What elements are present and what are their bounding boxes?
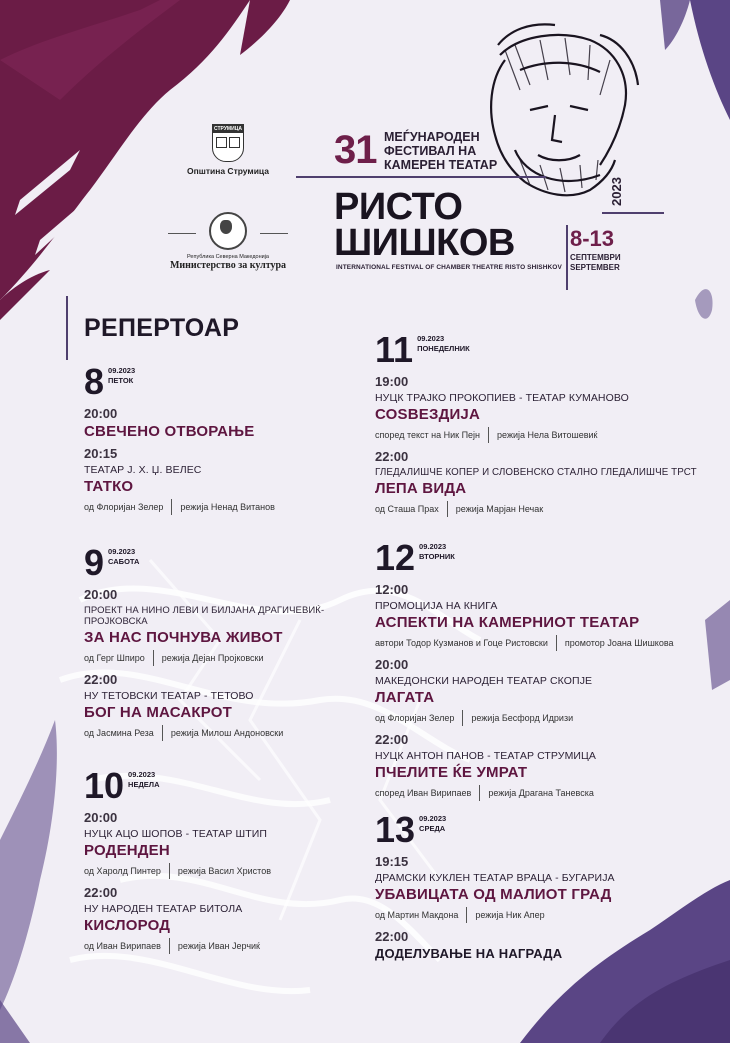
day-date: 09.2023: [108, 366, 136, 375]
festival-english-name: INTERNATIONAL FESTIVAL OF CHAMBER THEATRE RISTO SHISHKOV: [336, 264, 562, 271]
event-title: КИСЛОРОД: [84, 917, 171, 934]
day-weekday: ПОНЕДЕЛНИК: [417, 344, 470, 353]
event: [375, 374, 715, 443]
event-company: ПРОМОЦИЈА НА КНИГА: [375, 600, 498, 612]
day-number: 9: [84, 542, 105, 583]
event-time: 22:00: [375, 449, 409, 464]
event-author: од Јасмина Реза: [84, 728, 154, 738]
event: [84, 587, 374, 666]
day-date: 09.2023: [128, 770, 156, 779]
dates-divider: [566, 225, 568, 290]
event: [84, 406, 364, 440]
edition-number: 31: [334, 128, 377, 172]
event-director: режија Ненад Витанов: [180, 502, 275, 512]
event-title: ЛАГАТА: [375, 689, 435, 706]
repertoire-divider: [66, 296, 68, 360]
day-weekday: НЕДЕЛА: [128, 780, 160, 789]
event-director: режија Васил Христов: [177, 866, 271, 876]
event-author: автори Тодор Кузманов и Гоце Ристовски: [375, 638, 548, 648]
event: [84, 810, 364, 879]
event-title: ЛЕПА ВИДА: [375, 480, 467, 497]
republic-label: Република Северна Македонија: [187, 254, 269, 260]
event-company: НУ ТЕТОВСКИ ТЕАТАР - ТЕТОВО: [84, 690, 254, 702]
event-company: НУ НАРОДЕН ТЕАТАР БИТОЛА: [84, 903, 243, 915]
day-date: 09.2023: [419, 542, 447, 551]
strumica-crest-icon: [212, 124, 244, 162]
event: [84, 672, 374, 741]
event-title: РОДЕНДЕН: [84, 842, 170, 859]
event: [375, 854, 715, 923]
event-time: 22:00: [84, 672, 118, 687]
day-weekday: ВТОРНИК: [419, 552, 455, 561]
event-author: од Флоријан Зелер: [84, 502, 164, 512]
ministry-logo: [168, 212, 288, 271]
festival-month: [570, 253, 621, 273]
event-director: режија Иван Јерчиќ: [177, 941, 260, 951]
event-time: 19:15: [375, 854, 409, 869]
event: [84, 885, 364, 954]
event-company: МАКЕДОНСКИ НАРОДЕН ТЕАТАР СКОПЈЕ: [375, 675, 593, 687]
event-time: 22:00: [84, 885, 118, 900]
event-title: ЗА НАС ПОЧНУВА ЖИВОТ: [84, 629, 283, 646]
festival-name-2: ШИШКОВ: [334, 222, 515, 264]
event-director: режија Милош Андоновски: [170, 728, 284, 738]
strumica-logo: [178, 124, 278, 176]
event-title: УБАВИЦАТА ОД МАЛИОТ ГРАД: [375, 886, 612, 903]
event-company: ПРОЕКТ НА НИНО ЛЕВИ И БИЛЈАНА ДРАГИЧЕВИЌ-ПРОЈКОВСКА: [84, 605, 325, 627]
day-9-section: [84, 542, 374, 745]
event: [375, 582, 720, 651]
event-author: од Мартин Макдона: [375, 910, 459, 920]
event-time: 22:00: [375, 929, 409, 944]
event-title: ПЧЕЛИТЕ ЌЕ УМРАТ: [375, 764, 528, 781]
day-number: 13: [375, 809, 416, 850]
day-date: 09.2023: [417, 334, 445, 343]
event-time: 19:00: [375, 374, 409, 389]
day-date: 09.2023: [108, 547, 136, 556]
festival-year: 2023: [609, 177, 624, 206]
event-author: според текст на Ник Пејн: [375, 430, 481, 440]
municipality-label: Општина Струмица: [186, 166, 269, 176]
day-number: 11: [375, 329, 414, 370]
day-date: 09.2023: [419, 814, 447, 823]
event-company: НУЦК АЦО ШОПОВ - ТЕАТАР ШТИП: [84, 828, 268, 840]
event: [84, 446, 364, 515]
event-director: режија Ник Апер: [475, 910, 545, 920]
month-en: SEPTEMBER: [570, 263, 620, 272]
event: [375, 657, 720, 726]
event-company: НУЦК ТРАЈКО ПРОКОПИЕВ - ТЕАТАР КУМАНОВО: [375, 392, 629, 404]
event-director: режија Драгана Таневска: [488, 788, 594, 798]
day-weekday: САБОТА: [108, 557, 140, 566]
event-time: 20:15: [84, 446, 118, 461]
day-13-section: [375, 809, 715, 965]
event-company: ДРАМСКИ КУКЛЕН ТЕАТАР ВРАЦА - БУГАРИЈА: [375, 872, 615, 884]
event-title: ДОДЕЛУВАЊЕ НА НАГРАДА: [375, 946, 563, 961]
repertoire-title: РЕПЕРТОАР: [84, 314, 240, 342]
event-time: 12:00: [375, 582, 409, 597]
event-director: режија Марјан Нечак: [455, 504, 544, 514]
event: [375, 449, 715, 517]
day-weekday: СРЕДА: [419, 824, 446, 833]
subtitle-line-1: МЕЃУНАРОДЕН: [384, 130, 480, 144]
event: [375, 929, 715, 961]
event: [375, 732, 720, 801]
event-time: 20:00: [84, 406, 118, 421]
event-director: режија Нела Витошевиќ: [497, 430, 598, 440]
event-author: од Флоријан Зелер: [375, 713, 455, 723]
day-12-section: [375, 537, 720, 805]
event-author: од Герг Шпиро: [84, 653, 145, 663]
year-rule: [602, 212, 664, 214]
event-company: ГЛЕДАЛИШЧЕ КОПЕР И СЛОВЕНСКО СТАЛНО ГЛЕДАЛИШЧЕ ТРСТ: [375, 467, 697, 478]
day-number: 8: [84, 361, 105, 402]
subtitle-line-3: КАМЕРЕН ТЕАТАР: [384, 158, 498, 172]
event-time: 22:00: [375, 732, 409, 747]
crest-label: СТРУМИЦА: [214, 126, 242, 132]
day-11-section: [375, 329, 715, 521]
month-mk: СЕПТЕМВРИ: [570, 253, 621, 262]
day-weekday: ПЕТОК: [108, 376, 134, 385]
event-author: според Иван Вирипаев: [375, 788, 472, 798]
day-10-section: [84, 765, 364, 958]
event-company: ТЕАТАР Ј. Х. Џ. ВЕЛЕС: [84, 464, 202, 476]
state-emblem-icon: [209, 212, 247, 250]
day-8-section: [84, 361, 364, 519]
event-time: 20:00: [84, 810, 118, 825]
event-title: СОЅВЕЗДИЈА: [375, 406, 481, 423]
day-number: 10: [84, 765, 125, 806]
event-director: промотор Јоана Шишкова: [564, 638, 674, 648]
event-time: 20:00: [84, 587, 118, 602]
event-title: ТАТКО: [84, 478, 134, 495]
day-number: 12: [375, 537, 416, 578]
event-author: од Харолд Пинтер: [84, 866, 161, 876]
header-rule: [296, 176, 546, 178]
event-title: СВЕЧЕНО ОТВОРАЊЕ: [84, 423, 255, 440]
festival-name-1: РИСТО: [334, 186, 463, 228]
subtitle-line-2: ФЕСТИВАЛ НА: [384, 144, 477, 158]
event-director: режија Бесфорд Идризи: [471, 713, 574, 723]
festival-subtitle: [384, 130, 497, 172]
ministry-label: Министерство за култура: [169, 260, 287, 271]
event-author: од Иван Вирипаев: [84, 941, 161, 951]
event-time: 20:00: [375, 657, 409, 672]
event-author: од Сташа Прах: [375, 504, 439, 514]
event-title: АСПЕКТИ НА КАМЕРНИОТ ТЕАТАР: [375, 614, 640, 631]
event-company: НУЦК АНТОН ПАНОВ - ТЕАТАР СТРУМИЦА: [375, 750, 597, 762]
event-title: БОГ НА МАСАКРОТ: [84, 704, 232, 721]
event-director: режија Дејан Пројковски: [161, 653, 264, 663]
festival-dates: 8-13: [570, 226, 615, 251]
